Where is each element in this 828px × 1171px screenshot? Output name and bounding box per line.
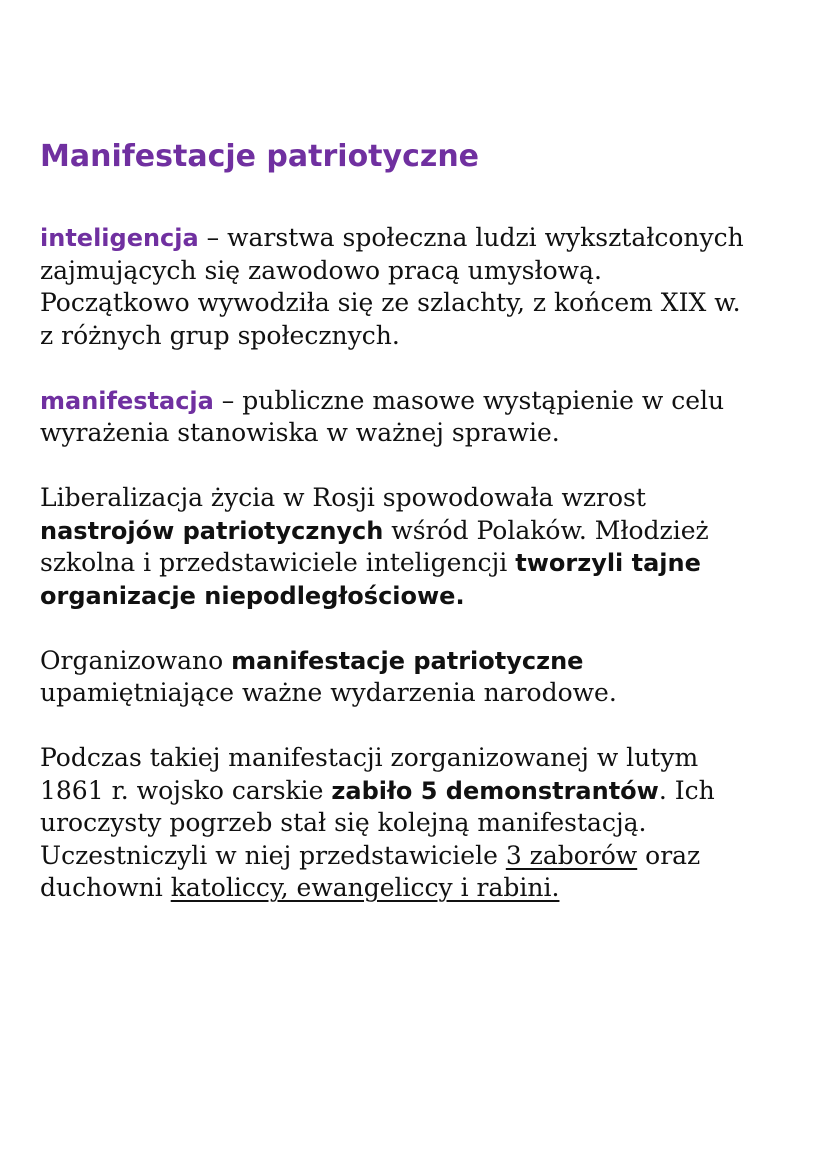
text-line: wyrażenia stanowiska w ważnej sprawie. bbox=[40, 418, 560, 447]
text-line bbox=[40, 840, 810, 873]
term-inteligencja: inteligencja bbox=[40, 224, 199, 252]
text-run: 1861 r. wojsko carskie bbox=[40, 775, 332, 805]
text-line bbox=[40, 222, 810, 255]
bold-phrase: organizacje niepodległościowe. bbox=[40, 581, 465, 610]
text-line bbox=[40, 645, 810, 678]
text-run: oraz bbox=[637, 840, 701, 870]
definition-text: – publiczne masowe wystąpienie w celu bbox=[213, 385, 725, 415]
underlined-phrase: 3 zaborów bbox=[505, 840, 638, 870]
text-run: duchowni bbox=[40, 873, 171, 902]
definition-inteligencja bbox=[40, 222, 810, 352]
text-run: Uczestniczyli w niej przedstawiciele bbox=[40, 840, 506, 870]
text-run: . Ich bbox=[658, 775, 715, 805]
text-line: uroczysty pogrzeb stał się kolejną manifestacją. bbox=[40, 808, 647, 837]
bold-phrase: manifestacje patriotyczne bbox=[231, 646, 584, 675]
term-manifestacja: manifestacja bbox=[40, 386, 214, 415]
definition-text: – warstwa społeczna ludzi wykształconych bbox=[198, 223, 744, 252]
bold-phrase: zabiło 5 demonstrantów bbox=[331, 776, 659, 805]
text-line bbox=[40, 547, 810, 580]
definition-manifestacja bbox=[40, 385, 810, 450]
text-line: Podczas takiej manifestacji zorganizowanej w lutym bbox=[40, 743, 699, 772]
bold-phrase: tworzyli tajne bbox=[515, 549, 701, 577]
text-line: Liberalizacja życia w Rosji spowodowała wzrost bbox=[40, 483, 646, 512]
text-line bbox=[40, 580, 810, 613]
bold-phrase: nastrojów patriotycznych bbox=[40, 516, 384, 545]
text-line bbox=[40, 775, 810, 808]
text-run: wśród Polaków. Młodzież bbox=[383, 515, 709, 545]
text-line: Początkowo wywodziła się ze szlachty, z końcem XIX w. bbox=[40, 288, 741, 317]
text-run: szkolna i przedstawiciele inteligencji bbox=[40, 548, 516, 577]
text-line bbox=[40, 385, 810, 418]
text-line: zajmujących się zawodowo pracą umysłową. bbox=[40, 255, 602, 285]
page-title: Manifestacje patriotyczne bbox=[40, 139, 480, 174]
text-line: z różnych grup społecznych. bbox=[40, 320, 400, 350]
text-run: Organizowano bbox=[40, 645, 232, 675]
underlined-phrase: katoliccy, ewangeliccy i rabini. bbox=[170, 873, 560, 902]
paragraph-liberalizacja bbox=[40, 482, 810, 612]
text-line bbox=[40, 872, 810, 905]
text-line bbox=[40, 515, 810, 548]
text-line: upamiętniające ważne wydarzenia narodowe. bbox=[40, 678, 617, 707]
document-page bbox=[40, 132, 810, 937]
paragraph-podczas bbox=[40, 742, 810, 905]
paragraph-organizowano bbox=[40, 645, 810, 710]
